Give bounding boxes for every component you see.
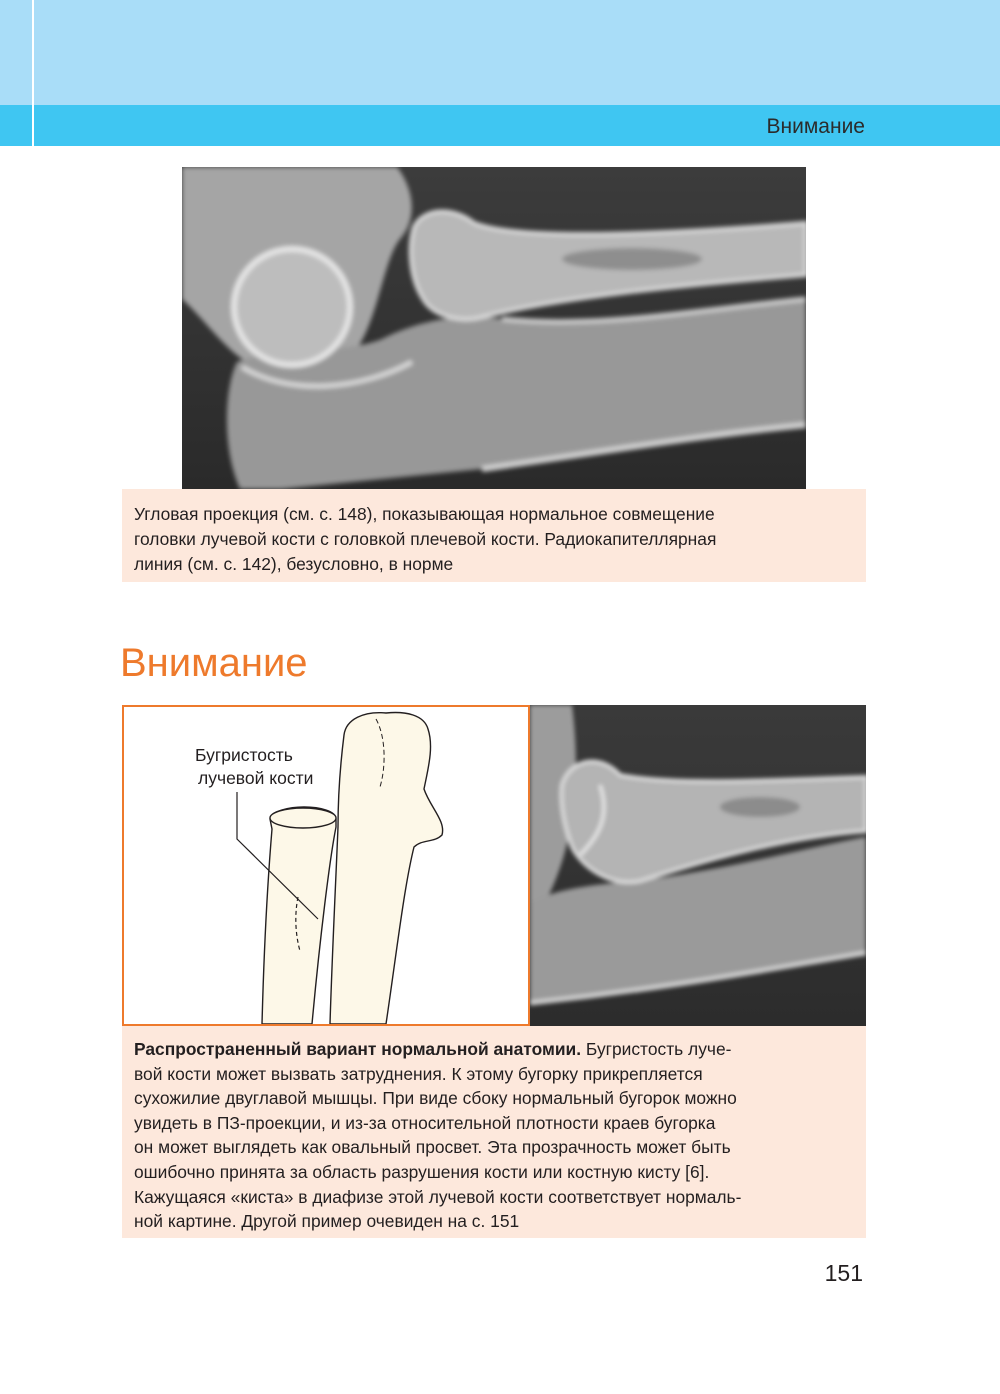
figure2-caption-line: увидеть в ПЗ-проекции, и из-за относительной плотности краев бугорка	[134, 1112, 716, 1133]
anatomy-drawing-panel	[122, 705, 530, 1026]
figure2-caption-line: сухожилие двуглавой мышцы. При виде сбоку нормальный бугорок можно	[134, 1088, 737, 1109]
figure2-caption-first-rest: Бугристость луче-	[581, 1039, 732, 1059]
figure2-caption-line: вой кости может вызвать затруднения. К этому бугорку прикрепляется	[134, 1063, 703, 1084]
forearm-bones-drawing	[124, 707, 528, 1024]
figure2-caption-line: ной картине. Другой пример очевиден на с. 151	[134, 1211, 520, 1232]
header-band-light	[0, 0, 1000, 105]
figure1-caption-line: линия (см. с. 142), безусловно, в норме	[134, 554, 454, 574]
page-number: 151	[824, 1260, 863, 1286]
radius-head-top	[270, 808, 336, 828]
tuberosity-label-line2: лучевой кости	[198, 768, 314, 788]
xray-image-lateral-elbow	[530, 705, 866, 1026]
figure2-caption-line: ошибочно принята за область разрушения кости или костную кисту [6].	[134, 1161, 710, 1182]
figure2-caption-line	[134, 1037, 866, 1062]
figure2-caption-line: он может выглядеть как овальный просвет. Эта прозрачность может быть	[134, 1137, 731, 1158]
figure1-caption-line: Угловая проекция (см. с. 148), показывающая нормальное совмещение	[134, 504, 715, 524]
figure1-caption	[122, 489, 866, 582]
figure2-caption	[122, 1026, 866, 1238]
xray-image-oblique-elbow	[182, 167, 806, 489]
figure1-caption-line: головки лучевой кости с головкой плечевой кости. Радиокапителлярная	[134, 529, 717, 549]
ulna-outline	[330, 713, 443, 1024]
radius-outline	[262, 807, 336, 1024]
tuberosity-label-line1: Бугристость	[195, 745, 293, 765]
header-divider	[32, 0, 34, 146]
figure2-caption-line: Кажущаяся «киста» в диафизе этой лучевой кости соответствует нормаль-	[134, 1186, 742, 1207]
section-heading: Внимание	[120, 641, 308, 685]
figure2-caption-bold-lead: Распространенный вариант нормальной анатомии.	[134, 1039, 582, 1059]
running-header-title: Внимание	[766, 115, 865, 138]
